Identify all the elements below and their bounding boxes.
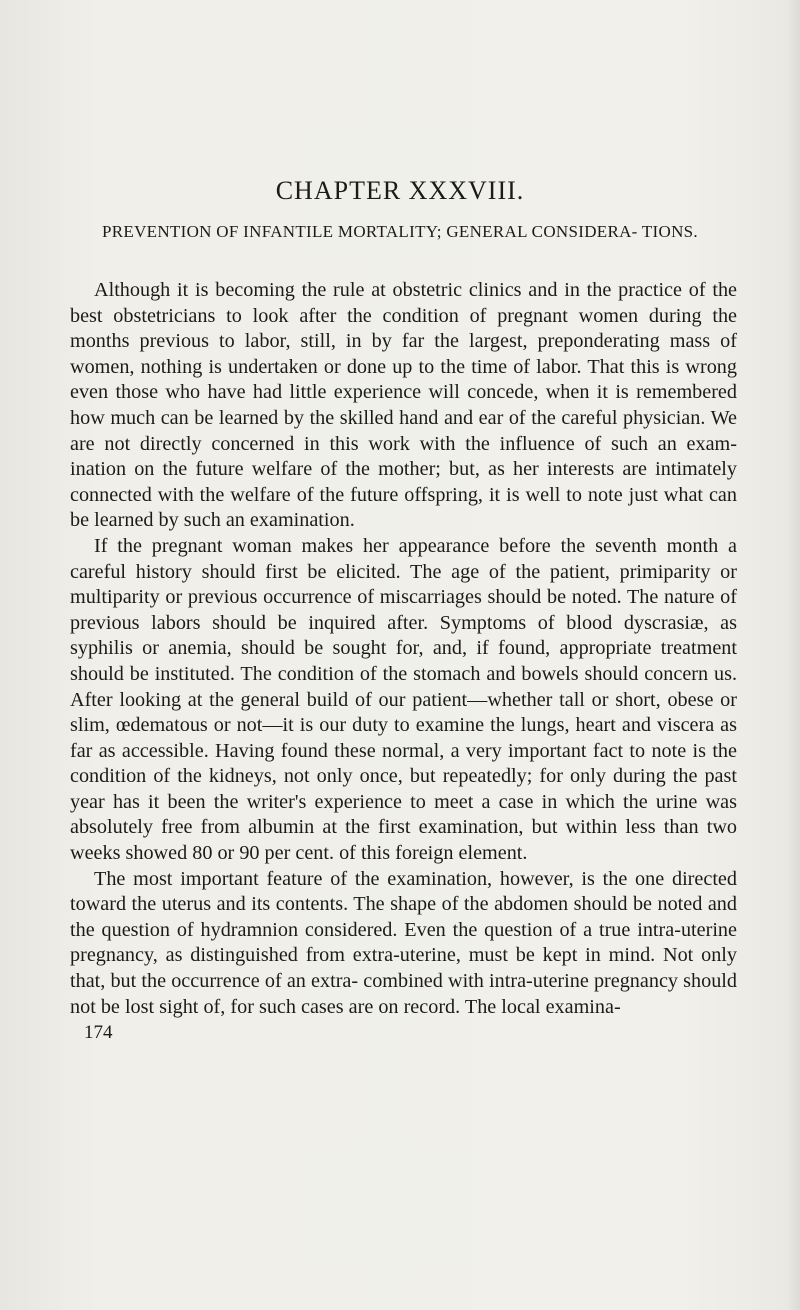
paragraph-3: The most important feature of the examination, however, is the one directed toward the uterus and its contents. The shape of the abdomen should be noted and the question of hydramnion considered. Even the question of a true intra-uterine pregnancy, as distinguished from extra-uterine, must be kept in mind. Not only that, but the occurrence of an extra- combined with intra-uterine pregnancy should not be lost sight of, for such cases are on record. The local examina- bbox=[70, 867, 737, 1018]
body-text bbox=[70, 278, 737, 1020]
paragraph-2: If the pregnant woman makes her appearance before the seventh month a careful history should first be elicited. The age of the patient, primiparity or multiparity or previous occurrence of miscarriages should be noted. The nature of previous labors should be inquired after. Symptoms of blood dyscrasiæ, as syphilis or anemia, should be sought for, and, if found, appropriate treatment should be instituted. The condition of the stomach and bowels should concern us. After looking at the general build of our patient—whether tall or short, obese or slim, œdematous or not—it is our duty to examine the lungs, heart and viscera as far as accessible. Having found these normal, a very important fact to note is the condition of the kidneys, not only once, but repeatedly; for only during the past year has it been the writer's experience to meet a case in which the urine was absolutely free from albumin at the first examination, but within less than two weeks showed 80 or 90 per cent. of this foreign element. bbox=[70, 534, 737, 865]
paragraph-1: Although it is becoming the rule at obstetric clinics and in the practice of the best obstetricians to look after the condition of pregnant women during the months previous to labor, still, in by far the largest, preponderating mass of women, nothing is undertaken or done up to the time of labor. That this is wrong even those who have had little experience will concede, when it is remembered how much can be learned by the skilled hand and ear of the careful physician. We are not directly concerned in this work with the influence of such an exam- ination on the future welfare of the mother; but, as her interests are intimately connected with the welfare of the future offspring, it is well to note just what can be learned by such an examination. bbox=[70, 279, 737, 532]
chapter-title: CHAPTER XXXVIII. bbox=[275, 176, 525, 205]
chapter-subtitle: PREVENTION OF INFANTILE MORTALITY; GENERAL CONSIDERA- TIONS. bbox=[102, 222, 698, 241]
page-number: 174 bbox=[84, 1022, 113, 1043]
